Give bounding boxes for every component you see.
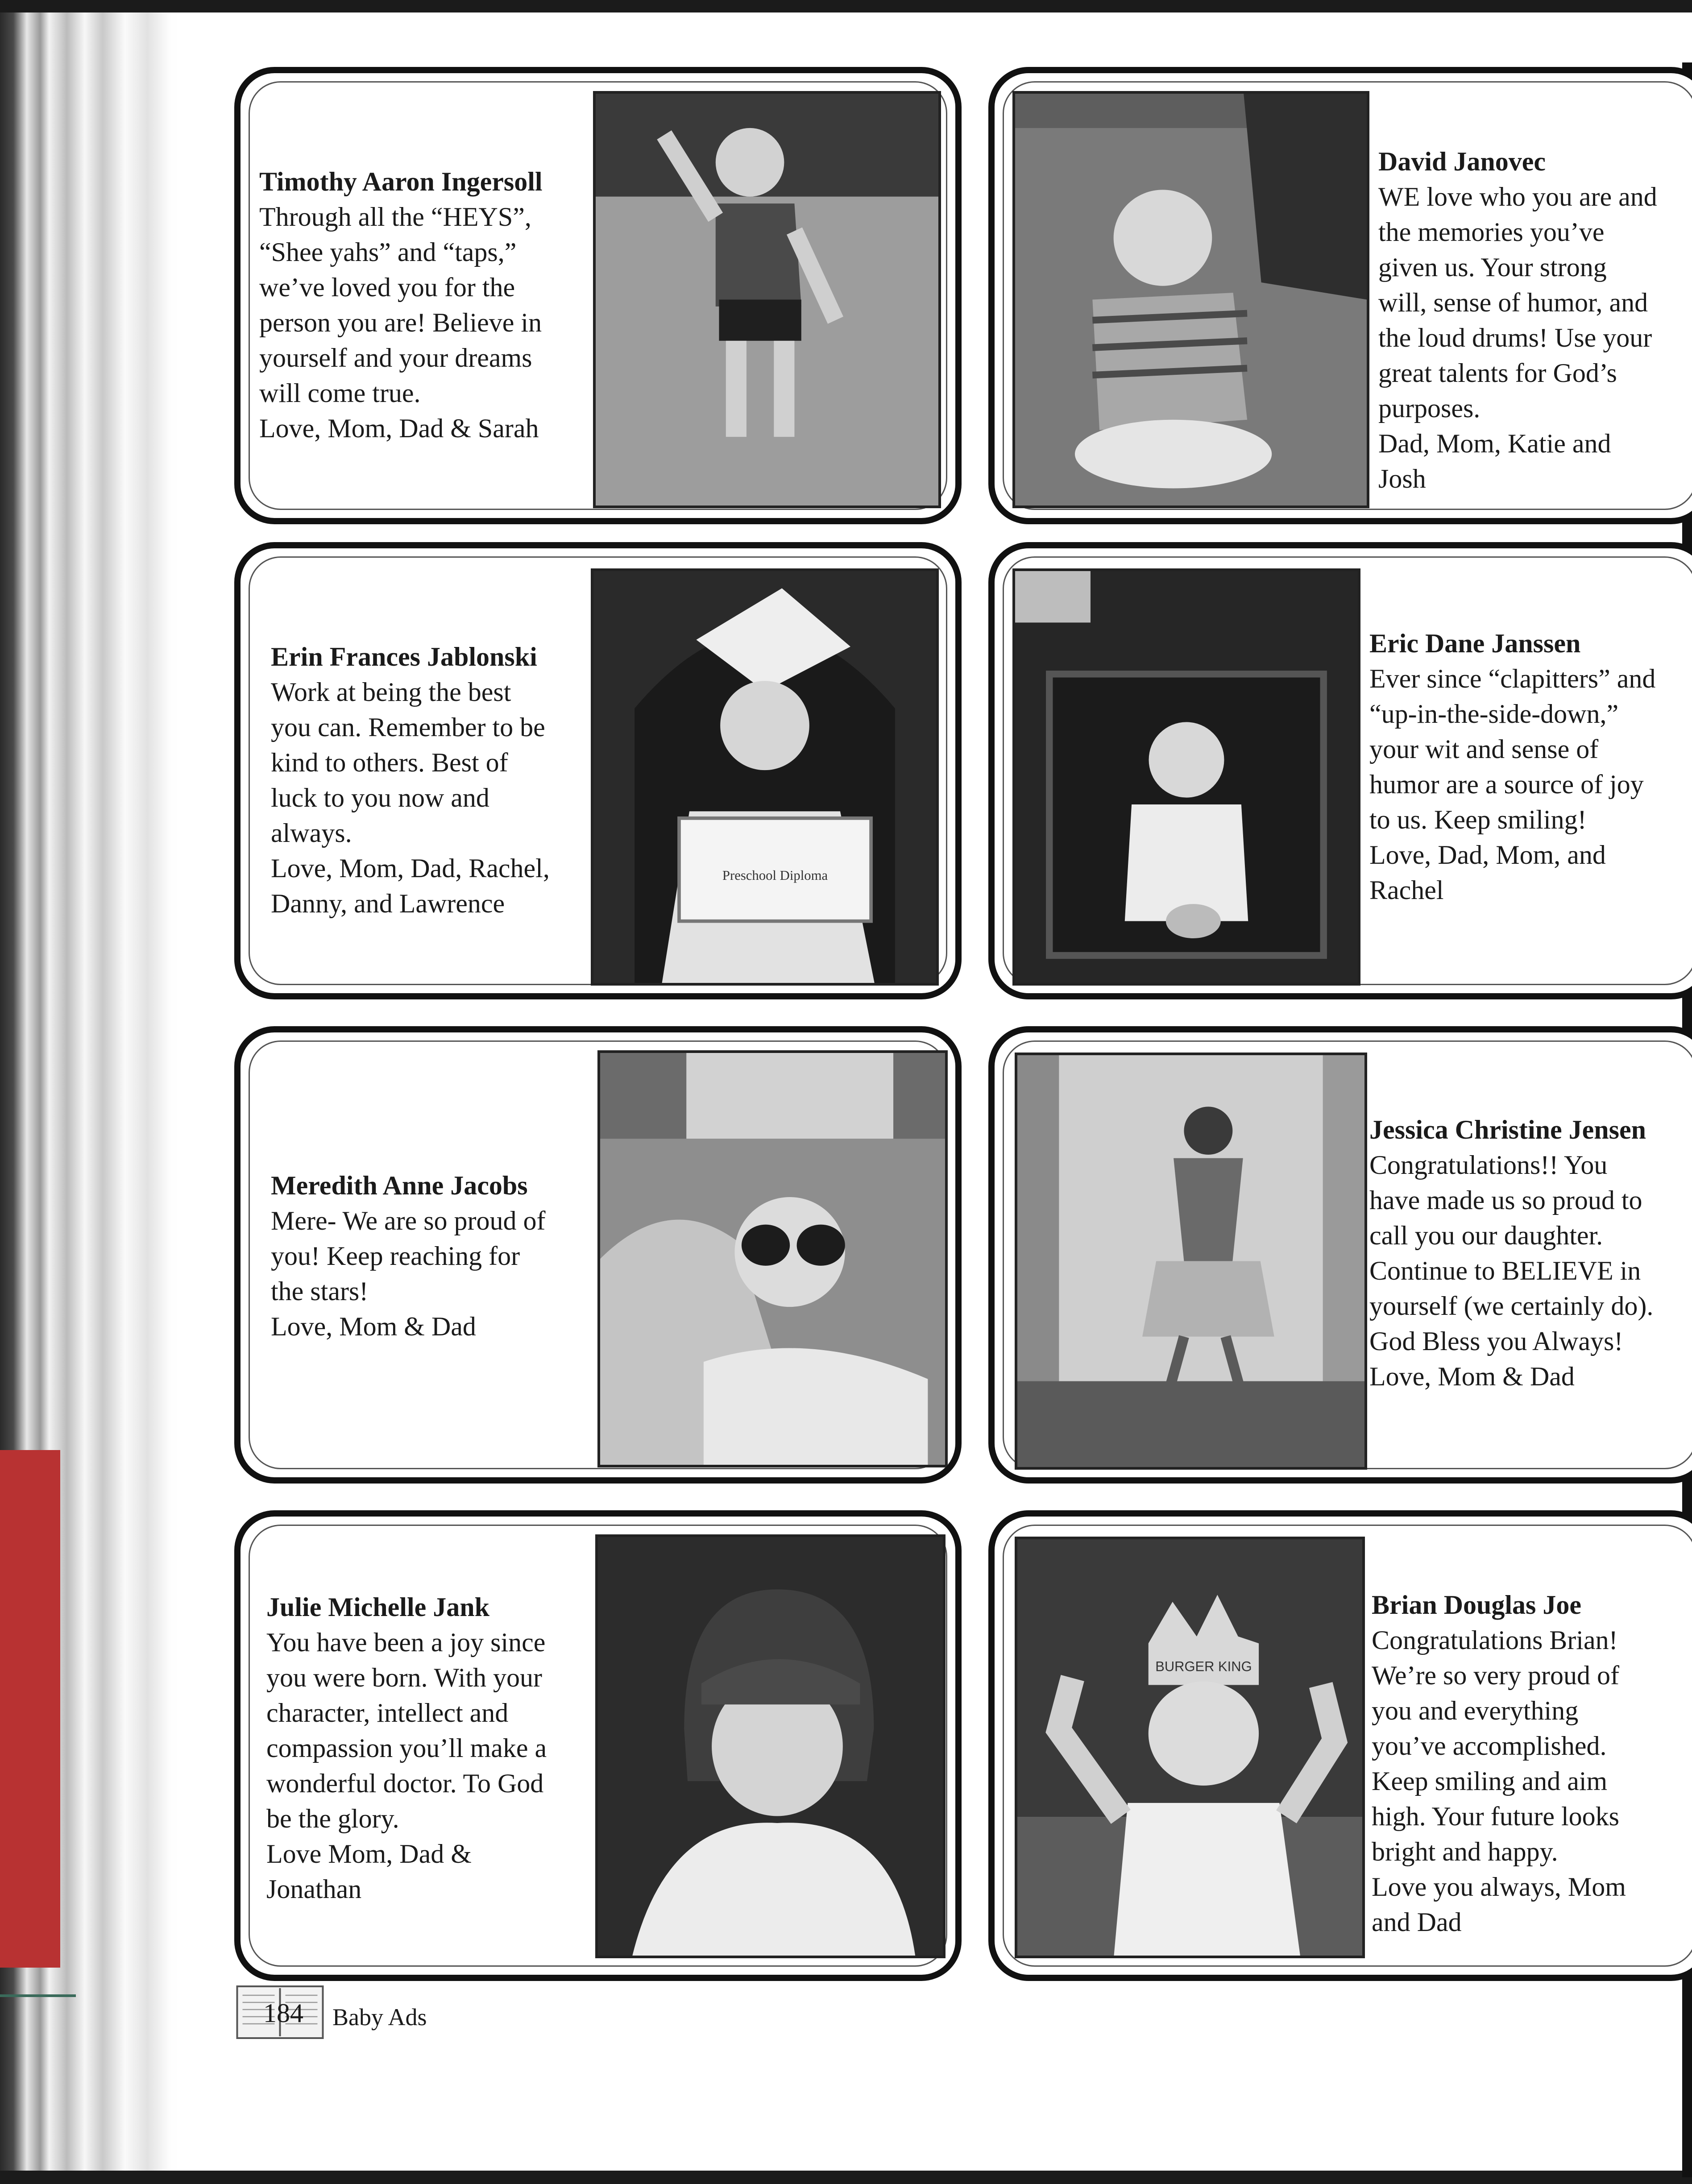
ad-card-joe [988, 1510, 1692, 1981]
ad-name: Meredith Anne Jacobs [271, 1171, 528, 1200]
ad-card-janovec [988, 67, 1692, 524]
photo-janovec [1012, 91, 1369, 508]
ad-name: Jessica Christine Jensen [1369, 1115, 1646, 1144]
photo-jank [595, 1534, 946, 1958]
ad-name: Eric Dane Janssen [1369, 629, 1581, 658]
ad-card-jacobs [234, 1026, 962, 1484]
photo-joe [1015, 1537, 1365, 1958]
photo-jacobs [597, 1050, 948, 1467]
ad-message: Mere- We are so proud of you! Keep reaching for the stars! Love, Mom & Dad [271, 1206, 546, 1341]
ad-text-ingersoll [259, 129, 607, 446]
ad-message: Through all the “HEYS”, “Shee yahs” and “taps,” we’ve loved you for the person you are! Believe in yourself and your dreams will come true. Love, Mom, Dad & Sarah [259, 202, 542, 443]
ad-text-jacobs [271, 1133, 610, 1344]
section-label: Baby Ads [332, 2004, 427, 2031]
photo-ingersoll [593, 91, 941, 508]
ad-message: Congratulations Brian! We’re so very proud of you and everything you’ve accomplished. Keep smiling and aim high. Your future looks bright and happy. Love you always, Mom and Dad [1372, 1625, 1626, 1937]
ad-text-janovec [1378, 109, 1692, 497]
top-page-edge [0, 0, 1692, 12]
bottom-page-edge [0, 2171, 1692, 2184]
photo-jablonski [591, 568, 939, 986]
ad-card-janssen [988, 542, 1692, 999]
ad-name: David Janovec [1378, 147, 1546, 176]
photo-jensen [1015, 1053, 1367, 1470]
ad-message: Congratulations!! You have made us so proud to call you our daughter. Continue to BELIEVE in yourself (we certainly do). God Bless you Always! Love, Mom & Dad [1369, 1150, 1654, 1391]
ad-name: Julie Michelle Jank [266, 1592, 489, 1622]
ad-text-joe [1372, 1552, 1692, 1940]
ad-message: Work at being the best you can. Remember to be kind to others. Best of luck to you now and always. Love, Mom, Dad, Rachel, Danny, and Lawrence [271, 677, 550, 918]
ad-name: Timothy Aaron Ingersoll [259, 167, 543, 196]
ad-card-jensen [988, 1026, 1692, 1484]
binding-line [0, 1994, 76, 1997]
ad-text-jensen [1369, 1077, 1692, 1394]
ad-message: WE love who you are and the memories you’ve given us. Your strong will, sense of humor, and the loud drums! Use your great talents for God’s purposes. Dad, Mom, Katie and Josh [1378, 182, 1657, 493]
crown-label: BURGER KING [1155, 1658, 1252, 1674]
ad-card-jank [234, 1510, 962, 1981]
ad-text-jank [266, 1554, 614, 1907]
ad-name: Erin Frances Jablonski [271, 642, 537, 671]
diploma-label: Preschool Diploma [722, 868, 828, 883]
photo-janssen [1012, 568, 1360, 986]
ad-message: Ever since “clapitters” and “up-in-the-side-down,” your wit and sense of humor are a source of joy to us. Keep smiling! Love, Dad, Mom, and Rachel [1369, 664, 1656, 905]
ad-card-jablonski [234, 542, 962, 999]
page-number: 184 [263, 1998, 303, 2028]
ad-text-jablonski [271, 604, 619, 921]
ad-message: You have been a joy since you were born. With your character, intellect and compassion you’ll make a wonderful doctor. To God be the glory. Love Mom, Dad & Jonathan [266, 1628, 547, 1904]
ad-name: Brian Douglas Joe [1372, 1590, 1582, 1620]
binding-red-band [0, 1450, 60, 1968]
ad-card-ingersoll [234, 67, 962, 524]
ad-text-janssen [1369, 591, 1692, 908]
